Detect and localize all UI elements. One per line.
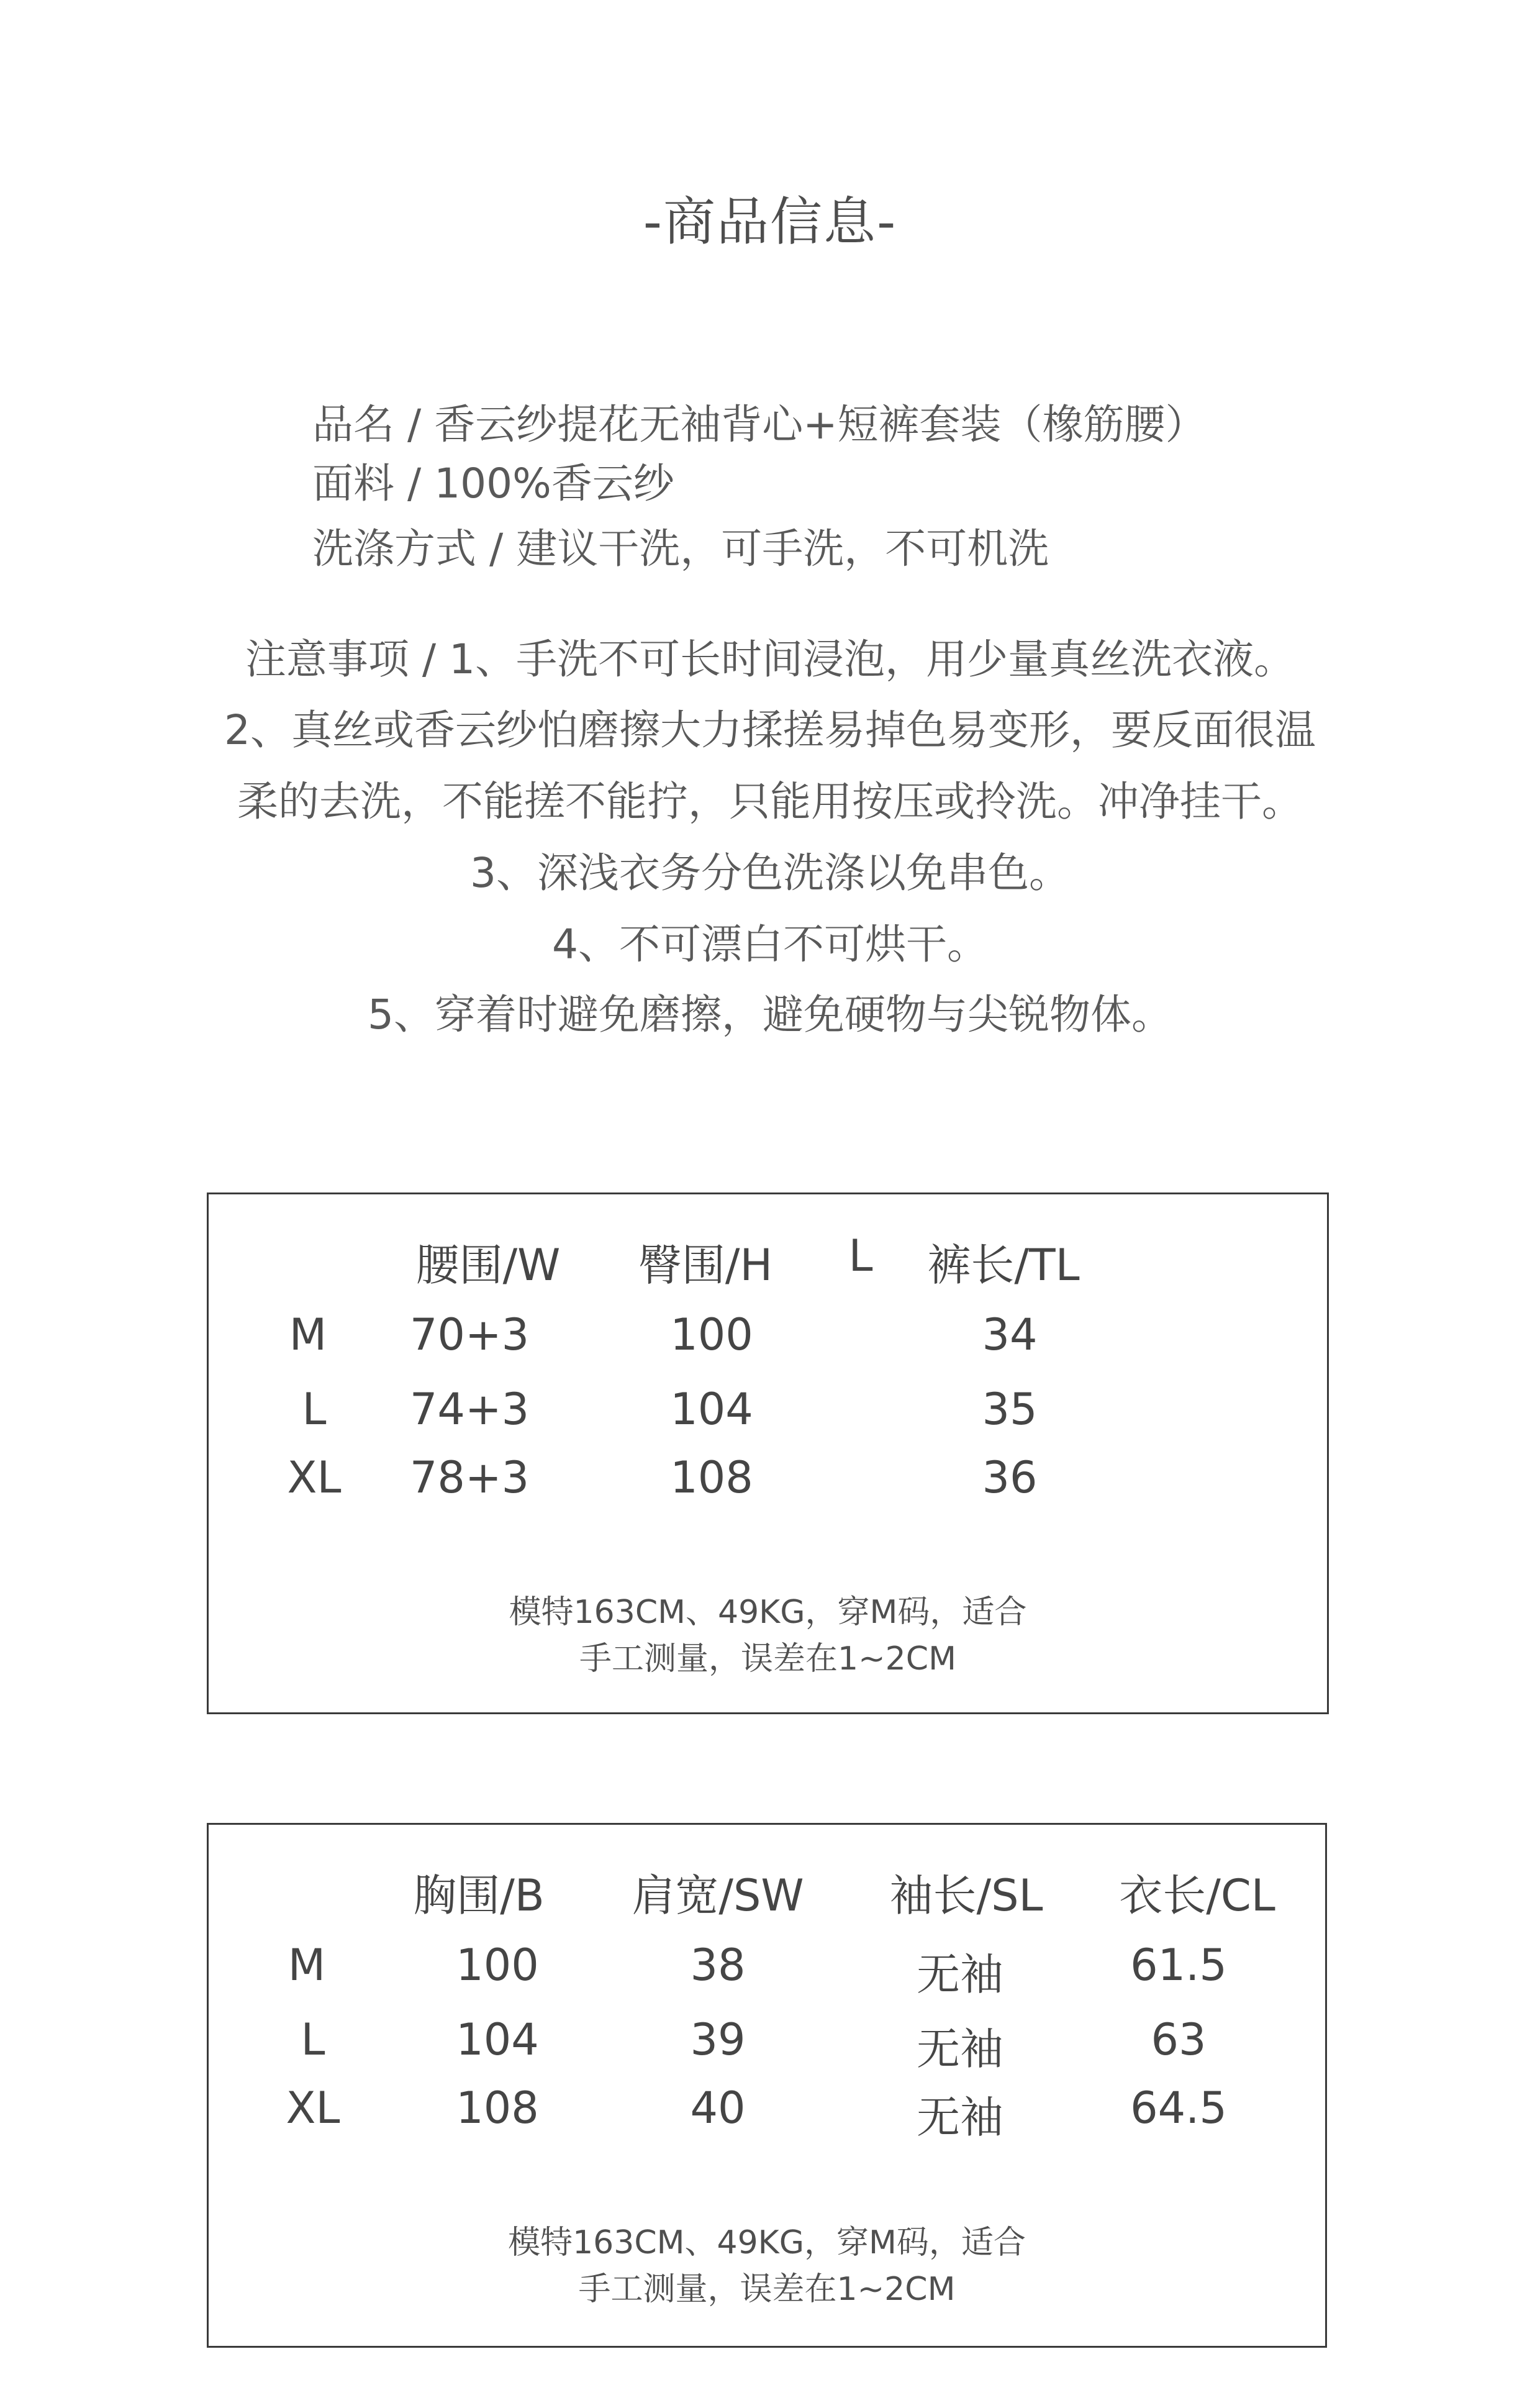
top-row-sleeve: 无袖 xyxy=(917,1949,1003,2000)
care-note-line-4: 3、深浅衣务分色洗涤以免串色。 xyxy=(470,849,1070,897)
pants-row-length: 34 xyxy=(982,1309,1038,1360)
top-header-sleeve: 袖长/SL xyxy=(889,1870,1043,1921)
top-row-shoulder: 38 xyxy=(690,1940,746,1991)
top-row-bust: 104 xyxy=(456,2014,539,2065)
top-measure-note: 手工测量，误差在1~2CM xyxy=(578,2271,956,2308)
top-row-sleeve: 无袖 xyxy=(917,2024,1003,2074)
top-row-shoulder: 39 xyxy=(690,2014,746,2065)
pants-row-size: M xyxy=(289,1309,327,1360)
care-note-line-1: 注意事项 / 1、手洗不可长时间浸泡，用少量真丝洗衣液。 xyxy=(245,635,1295,683)
top-row-shoulder: 40 xyxy=(690,2083,746,2133)
pants-header-length: 裤长/TL xyxy=(927,1240,1080,1291)
section-title: -商品信息- xyxy=(643,191,897,252)
top-row-size: XL xyxy=(286,2083,340,2133)
top-model-note: 模特163CM、49KG，穿M码，适合 xyxy=(508,2224,1026,2261)
care-note-line-2: 2、真丝或香云纱怕磨擦大力揉搓易掉色易变形，要反面很温 xyxy=(224,706,1316,754)
top-size-table xyxy=(207,1823,1327,2348)
pants-model-note: 模特163CM、49KG，穿M码，适合 xyxy=(509,1594,1027,1631)
pants-row-waist: 78+3 xyxy=(409,1452,530,1503)
pants-size-table xyxy=(207,1192,1329,1714)
top-row-bust: 108 xyxy=(456,2083,539,2133)
pants-row-waist: 70+3 xyxy=(409,1309,530,1360)
top-row-size: L xyxy=(301,2014,325,2065)
top-row-sleeve: 无袖 xyxy=(917,2092,1003,2143)
top-header-bust: 胸围/B xyxy=(413,1870,545,1921)
pants-row-size: L xyxy=(302,1384,327,1435)
pants-row-waist: 74+3 xyxy=(409,1384,530,1435)
top-header-length: 衣长/CL xyxy=(1119,1870,1275,1921)
pants-row-hip: 104 xyxy=(670,1384,753,1435)
care-note-line-3: 柔的去洗，不能搓不能拧，只能用按压或拎洗。冲净挂干。 xyxy=(237,778,1303,825)
pants-measure-note: 手工测量，误差在1~2CM xyxy=(579,1640,956,1678)
care-note-line-6: 5、穿着时避免磨擦，避免硬物与尖锐物体。 xyxy=(368,991,1172,1038)
top-row-length: 61.5 xyxy=(1130,1940,1227,1991)
pants-row-hip: 108 xyxy=(670,1452,753,1503)
top-row-length: 63 xyxy=(1151,2014,1207,2065)
pants-row-hip: 100 xyxy=(670,1309,753,1360)
product-wash-method: 洗涤方式 / 建议干洗，可手洗，不可机洗 xyxy=(312,525,1049,573)
product-name: 品名 / 香云纱提花无袖背心+短裤套装（橡筋腰） xyxy=(312,401,1207,448)
care-note-line-5: 4、不可漂白不可烘干。 xyxy=(552,920,988,968)
pants-row-length: 36 xyxy=(982,1452,1038,1503)
top-header-shoulder: 肩宽/SW xyxy=(632,1870,804,1921)
top-row-bust: 100 xyxy=(456,1940,539,1991)
pants-row-size: XL xyxy=(287,1452,342,1503)
product-fabric: 面料 / 100%香云纱 xyxy=(312,460,674,507)
pants-header-l: L xyxy=(848,1230,873,1281)
top-row-length: 64.5 xyxy=(1130,2083,1227,2133)
pants-row-length: 35 xyxy=(982,1384,1038,1435)
pants-header-waist: 腰围/W xyxy=(415,1240,561,1291)
pants-header-hip: 臀围/H xyxy=(638,1240,773,1291)
top-row-size: M xyxy=(288,1940,326,1991)
